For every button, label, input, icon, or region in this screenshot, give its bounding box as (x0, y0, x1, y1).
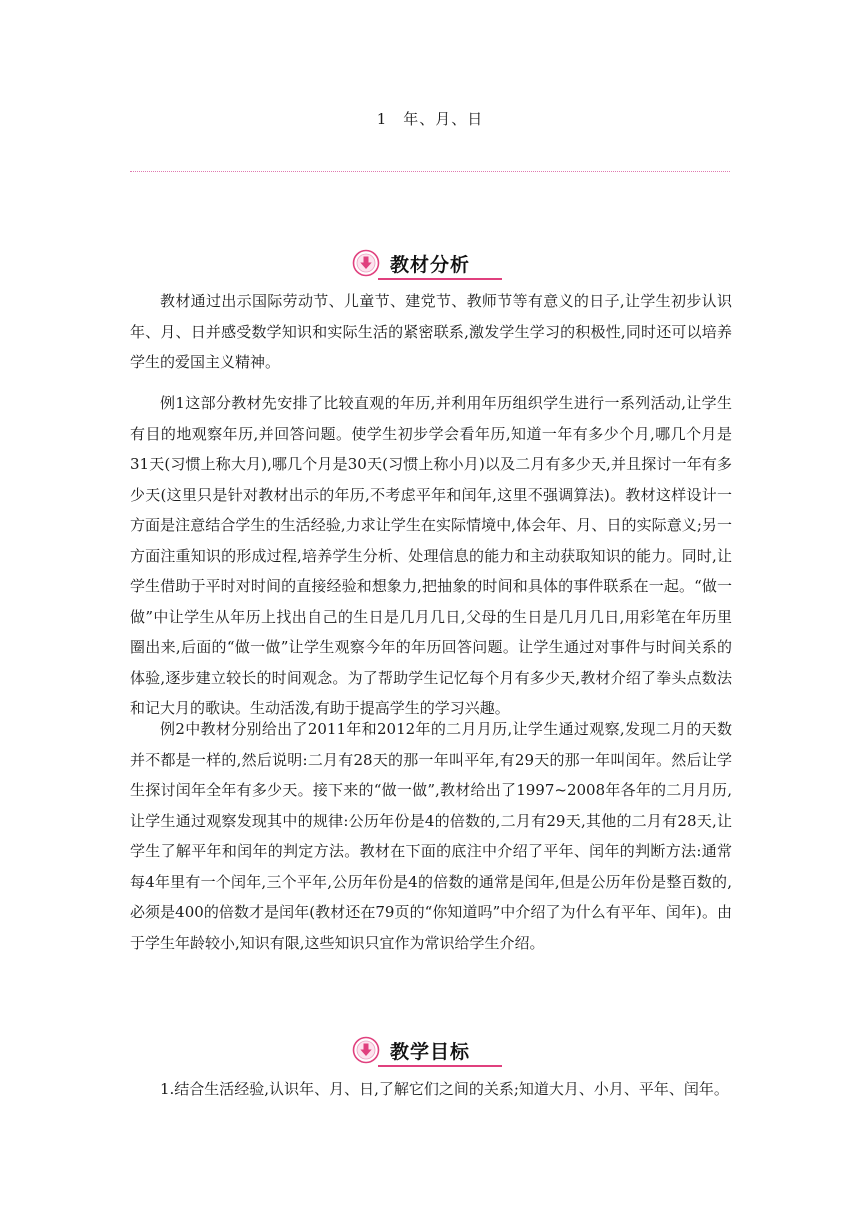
section-underline (378, 278, 502, 280)
section-title: 教材分析 (390, 254, 471, 276)
section-title: 教学目标 (390, 1041, 471, 1063)
paragraph: 例2中教材分别给出了2011年和2012年的二月月历,让学生通过观察,发现二月的天数并不都是一样的,然后说明:二月有28天的那一年叫平年,有29天的那一年叫闰年。然后让学生探讨闰年全年有多少天。接下来的“做一做”,教材给出了1997~2008年各年的二月月历,让学生通过观察发现其中的规律:公历年份是4的倍数的,二月有29天,其他的二月有28天,让学生了解平年和闰年的判定方法。教材在下面的底注中介绍了平年、闰年的判断方法:通常每4年里有一个闰年,三个平年,公历年份是4的倍数的通常是闰年,但是公历年份是整百数的,必须是400的倍数才是闰年(教材还在79页的“你知道吗”中介绍了为什么有平年、闰年)。由于学生年龄较小,知识有限,这些知识只宜作为常识给学生介绍。 (130, 720, 732, 952)
page-header: 1 年、月、日 (376, 110, 484, 128)
section-underline (378, 1065, 502, 1067)
download-arrow-icon (352, 1036, 380, 1064)
download-arrow-icon (352, 249, 380, 277)
header-divider (130, 171, 730, 172)
paragraph: 教材通过出示国际劳动节、儿童节、建党节、教师节等有意义的日子,让学生初步认识年、月、日并感受数学知识和实际生活的紧密联系,激发学生学习的积极性,同时还可以培养学生的爱国主义精神。 (130, 292, 732, 371)
objective-item: 1.结合生活经验,认识年、月、日,了解它们之间的关系;知道大月、小月、平年、闰年。 (160, 1080, 729, 1098)
paragraph: 例1这部分教材先安排了比较直观的年历,并利用年历组织学生进行一系列活动,让学生有目的地观察年历,并回答问题。使学生初步学会看年历,知道一年有多少个月,哪几个月是31天(习惯上称大月),哪几个月是30天(习惯上称小月)以及二月有多少天,并且探讨一年有多少天(这里只是针对教材出示的年历,不考虑平年和闰年,这里不强调算法)。教材这样设计一方面是注意结合学生的生活经验,力求让学生在实际情境中,体会年、月、日的实际意义;另一方面注重知识的形成过程,培养学生分析、处理信息的能力和主动获取知识的能力。同时,让学生借助于平时对时间的直接经验和想象力,把抽象的时间和具体的事件联系在一起。“做一做”中让学生从年历上找出自己的生日是几月几日,父母的生日是几月几日,用彩笔在年历里圈出来,后面的“做一做”让学生观察今年的年历回答问题。让学生通过对事件与时间关系的体验,逐步建立较长的时间观念。为了帮助学生记忆每个月有多少天,教材介绍了拳头点数法和记大月的歌诀。生动活泼,有助于提高学生的学习兴趣。 (130, 394, 732, 717)
section-heading-objectives (0, 1033, 860, 1067)
section-heading-analysis (0, 246, 860, 280)
